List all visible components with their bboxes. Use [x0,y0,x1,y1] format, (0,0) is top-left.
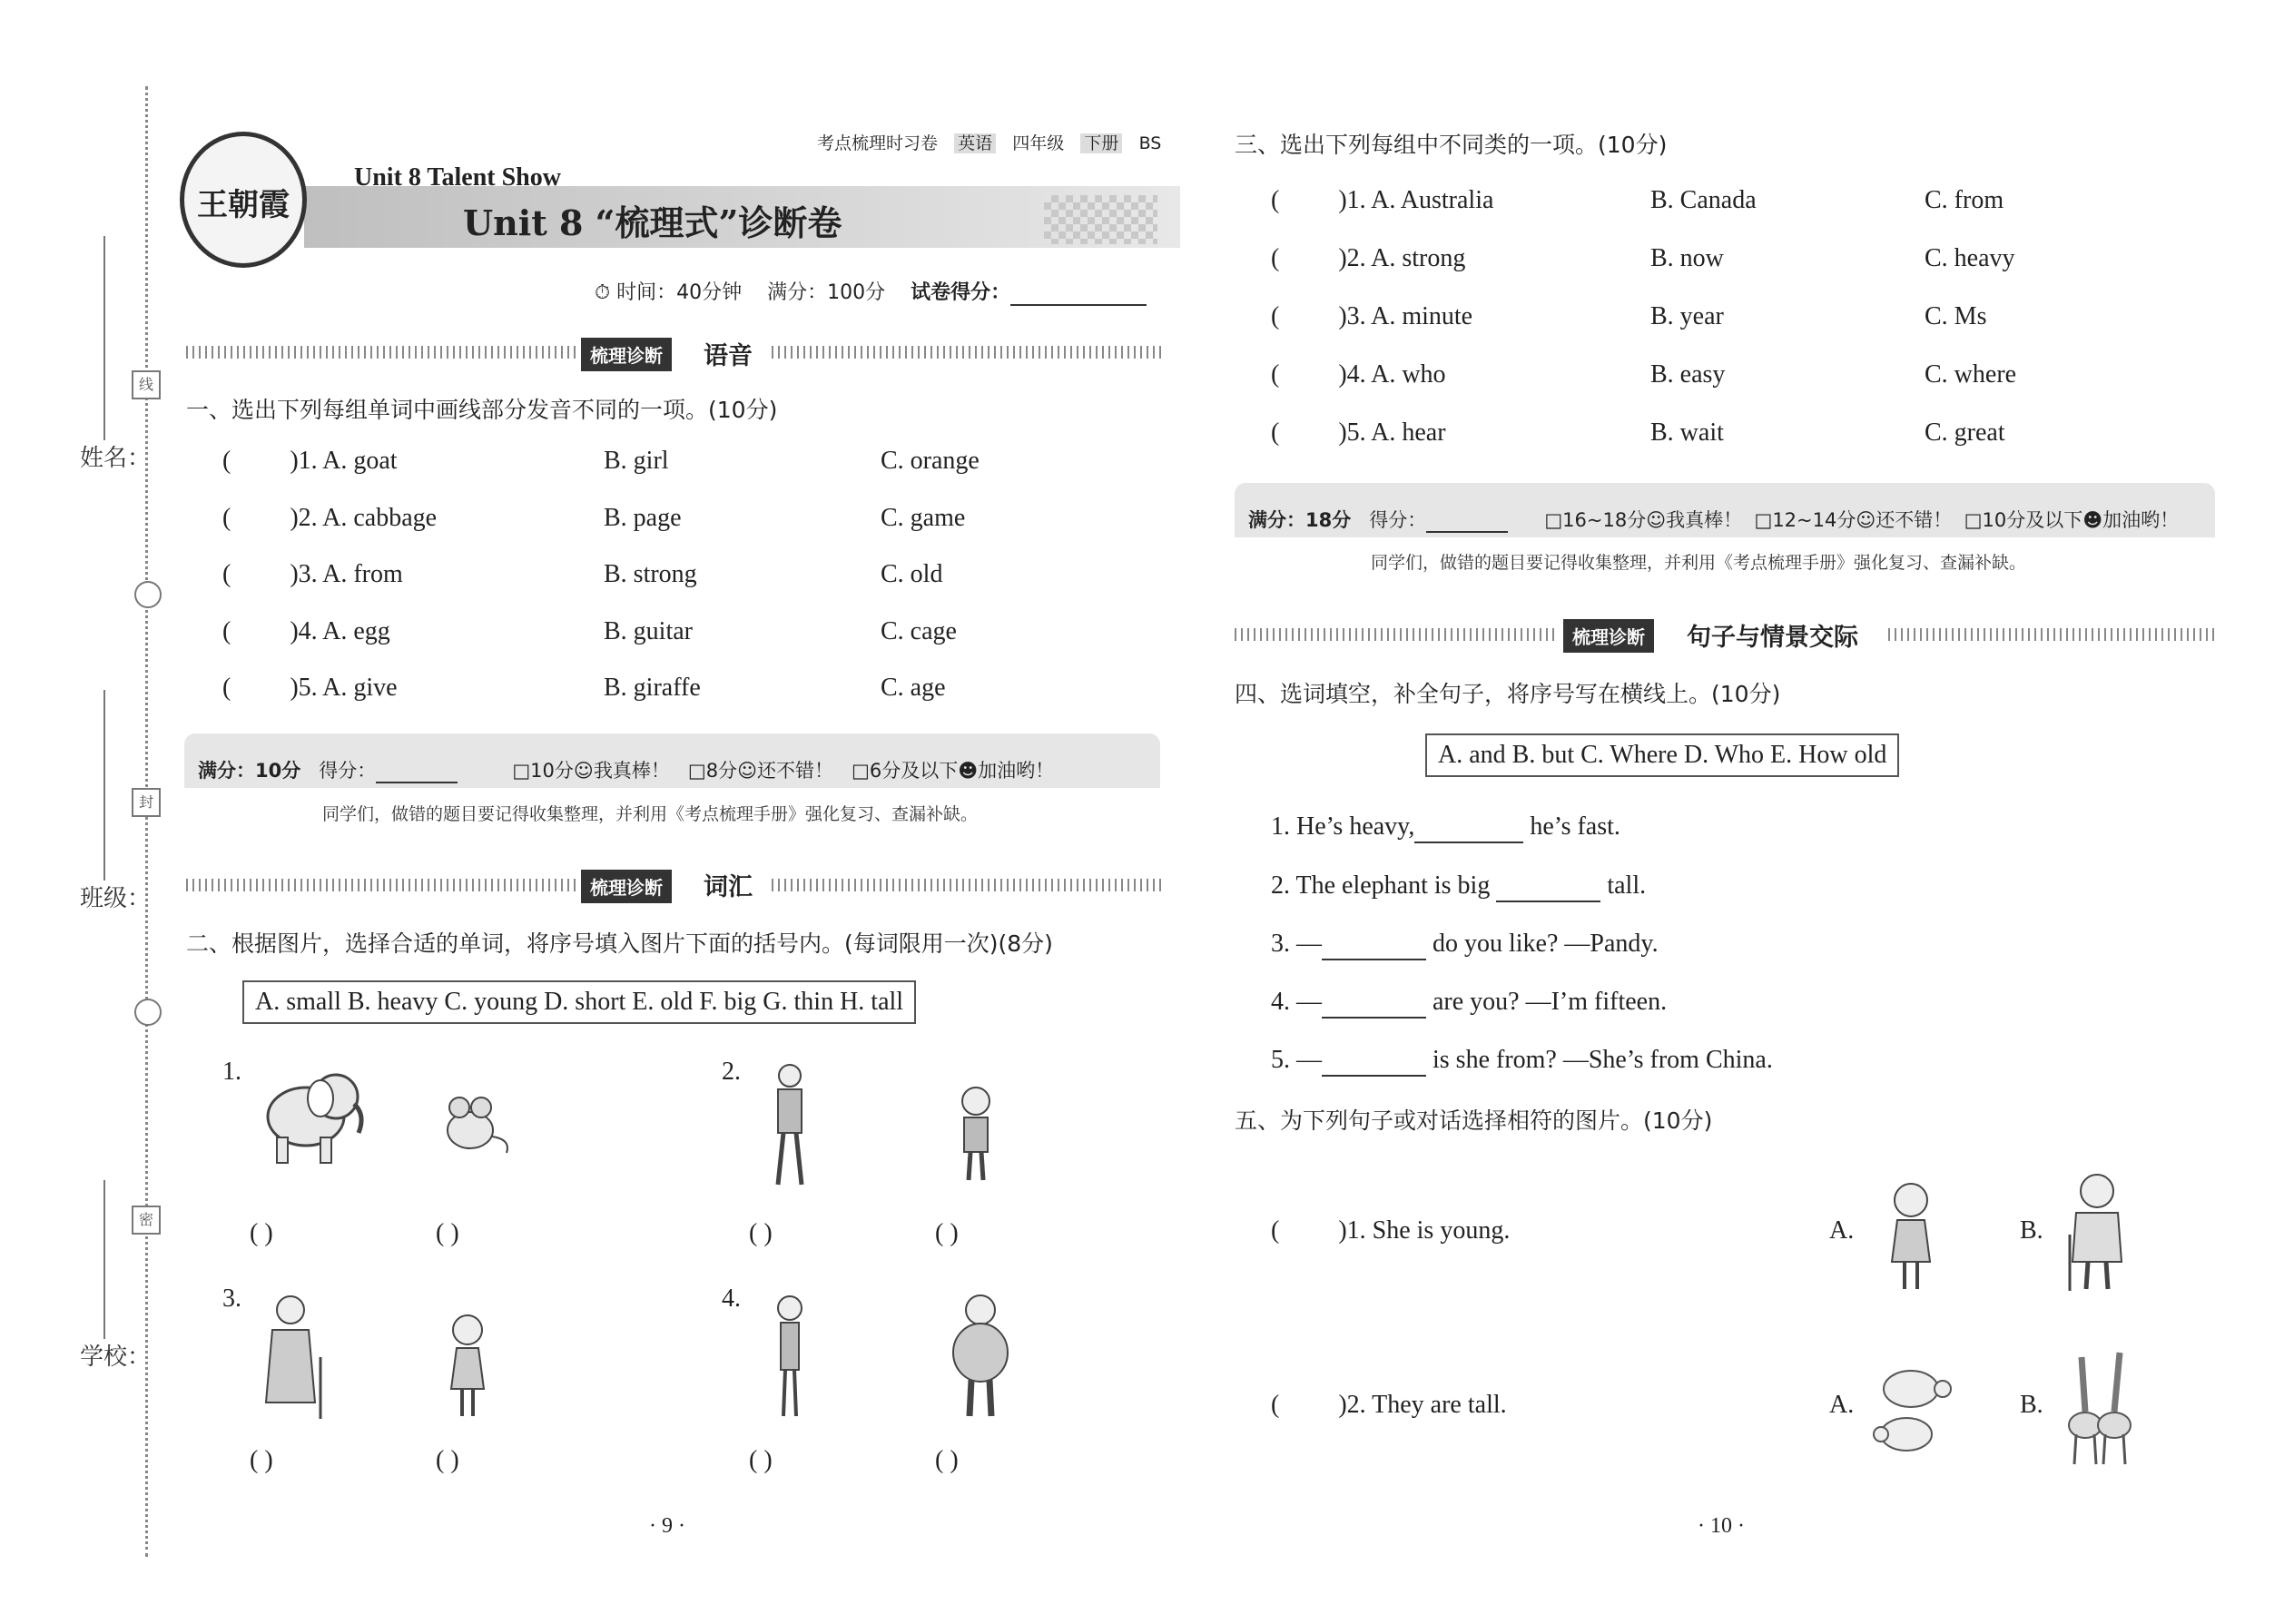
q2-answer-3a[interactable]: ( ) [250,1446,273,1474]
q5-option-a-label: A. [1829,1391,1855,1419]
q4-blank-5[interactable] [1322,1046,1426,1077]
q1-item-5: ( )5. A. give [222,674,398,702]
q2-answer-4a[interactable]: ( ) [749,1446,773,1474]
smile-icon: ☺ [1646,509,1667,531]
q4-blank-3[interactable] [1322,930,1426,960]
section-badge: 梳理诊断 [1563,619,1654,653]
q3-heading: 三、选出下列每组中不同类的一项。(10分) [1235,132,1668,158]
smile-icon: ☺ [1856,509,1876,531]
q1-option-b: B. strong [604,560,697,588]
q5-item-2: ( )2. They are tall. [1271,1391,1507,1419]
section-badge: 梳理诊断 [581,870,672,903]
binding-mark-line: 线 [132,370,161,399]
class-blank[interactable] [103,690,105,881]
page-number-left: · 9 · [649,1514,685,1538]
section-bar [1235,628,1557,641]
q1-item-3: ( )3. A. from [222,560,403,588]
q2-answer-2a[interactable]: ( ) [749,1219,773,1247]
q1-score-blank[interactable] [376,760,458,783]
mouse-picture [434,1089,516,1162]
name-blank[interactable] [103,236,105,440]
section-bar [1888,628,2215,641]
q3-score-blank[interactable] [1426,509,1508,533]
page-title: Unit 8 “梳理式”诊断卷 [463,202,842,243]
q1-option-b: B. girl [604,447,669,475]
school-label: 学校： [80,1343,152,1371]
binding-mark-seal: 封 [132,788,161,817]
q5-option-b-label: B. [2020,1391,2043,1419]
q2-num-4: 4. [722,1284,741,1313]
q2-heading: 二、根据图片，选择合适的单词，将序号填入图片下面的括号内。(每词限用一次)(8分) [186,930,1053,957]
q2-num-2: 2. [722,1058,741,1086]
q2-answer-4b[interactable]: ( ) [935,1446,959,1474]
q3-option-c: C. where [1925,360,2017,389]
old-woman-picture [259,1294,331,1421]
binding-mark-secret: 密 [132,1206,161,1235]
section-bar [772,346,1162,359]
binding-circle [134,581,162,608]
q2-num-1: 1. [222,1058,241,1086]
young-girl-option-picture[interactable] [1879,1180,1943,1294]
q2-word-bank: A. small B. heavy C. young D. short E. old F. big G. thin H. tall [242,980,916,1024]
q4-sentence-2: 2. The elephant is big tall. [1271,871,1646,902]
q4-sentence-3: 3. — do you like? —Pandy. [1271,930,1659,960]
q4-sentence-5: 5. — is she from? —She’s from China. [1271,1046,1773,1077]
young-girl-picture [440,1312,495,1421]
q1-note: 同学们，做错的题目要记得收集整理，并利用《考点梳理手册》强化复习、查漏补缺。 [322,804,979,824]
q3-option-b: B. Canada [1650,186,1757,214]
q1-heading: 一、选出下列每组单词中画线部分发音不同的一项。(10分) [186,397,778,423]
q3-option-c: C. great [1925,418,2005,447]
tall-boy-picture [758,1062,822,1194]
q1-option-b: B. page [604,504,682,532]
section-title-sentences: 句子与情景交际 [1687,624,1858,652]
q4-blank-1[interactable] [1414,812,1523,843]
section-bar [186,346,576,359]
q4-heading: 四、选词填空，补全句子，将序号写在横线上。(10分) [1235,681,1781,707]
section-bar [186,879,576,891]
q1-option-c: C. age [881,674,946,702]
publisher-logo: 王朝霞 [180,132,307,268]
binding-circle [134,999,162,1026]
q1-item-4: ( )4. A. egg [222,617,390,645]
q1-item-1: ( )1. A. goat [222,447,398,475]
q3-option-b: B. now [1650,244,1724,272]
q2-answer-2b[interactable]: ( ) [935,1219,959,1247]
section-title-vocab: 词汇 [704,873,753,901]
q2-answer-1b[interactable]: ( ) [436,1219,459,1247]
q3-item-1: ( )1. A. Australia [1271,186,1494,214]
turtles-option-picture[interactable] [1870,1362,1956,1462]
q3-item-5: ( )5. A. hear [1271,418,1446,447]
q5-option-b-label: B. [2020,1216,2043,1245]
q1-item-2: ( )2. A. cabbage [222,504,438,532]
q1-option-c: C. cage [881,617,957,645]
q1-score-bar: 满分：10分 得分： □10分☺我真棒！ □8分☺还不错！ □6分及以下☻加油哟！ [184,733,1160,788]
exam-meta: ⏱ 时间：40分钟 满分：100分 试卷得分： [595,277,1147,306]
q1-option-c: C. orange [881,447,980,475]
q5-item-1: ( )1. She is young. [1271,1216,1511,1245]
q1-option-b: B. giraffe [604,674,701,702]
section-bar [772,879,1162,891]
q3-item-3: ( )3. A. minute [1271,302,1473,330]
class-label: 班级： [80,885,152,912]
binding-dotted-line [145,86,148,1557]
cheer-icon: ☻ [2082,509,2103,531]
section-badge: 梳理诊断 [581,338,672,371]
q2-answer-3b[interactable]: ( ) [436,1446,459,1474]
q4-sentence-1: 1. He’s heavy, he’s fast. [1271,812,1620,843]
name-label: 姓名： [80,445,152,472]
checker-decoration [1044,195,1157,244]
q3-item-4: ( )4. A. who [1271,360,1446,389]
q1-option-c: C. old [881,560,943,588]
q4-word-bank: A. and B. but C. Where D. Who E. How old [1425,733,1899,777]
q3-score-bar: 满分：18分 得分： □16~18分☺我真棒！ □12~14分☺还不错！ □10分及以下☻加油哟！ [1235,483,2215,537]
q3-note: 同学们，做错的题目要记得收集整理，并利用《考点梳理手册》强化复习、查漏补缺。 [1371,553,2027,573]
section-title-phonics: 语音 [704,342,753,370]
q4-blank-2[interactable] [1496,871,1600,902]
q4-blank-4[interactable] [1322,988,1426,1019]
school-blank[interactable] [103,1180,105,1339]
unit-english-title: Unit 8 Talent Show [354,163,561,192]
giraffes-option-picture[interactable] [2056,1348,2142,1466]
cheer-icon: ☻ [958,760,979,782]
q1-option-b: B. guitar [604,617,693,645]
q2-num-3: 3. [222,1284,241,1313]
short-boy-picture [949,1085,1003,1185]
series-line: 考点梳理时习卷 英语 四年级 下册 BS [817,133,1162,153]
q5-heading: 五、为下列句子或对话选择相符的图片。(10分) [1235,1107,1713,1134]
q5-option-a-label: A. [1829,1216,1855,1245]
heavy-boy-picture [944,1294,1017,1421]
q3-option-b: B. year [1650,302,1724,330]
q3-option-b: B. easy [1650,360,1726,389]
q3-option-b: B. wait [1650,418,1724,447]
q3-option-c: C. heavy [1925,244,2015,272]
page-number-right: · 10 · [1698,1514,1745,1538]
q3-item-2: ( )2. A. strong [1271,244,1466,272]
q3-option-c: C. from [1925,186,2004,214]
old-man-option-picture[interactable] [2056,1171,2138,1294]
smile-icon: ☺ [573,760,594,782]
q4-sentence-4: 4. — are you? —I’m fifteen. [1271,988,1667,1019]
q1-option-c: C. game [881,504,966,532]
q3-option-c: C. Ms [1925,302,1987,330]
thin-boy-picture [763,1294,817,1421]
q2-answer-1a[interactable]: ( ) [250,1219,273,1247]
elephant-picture [250,1060,368,1169]
smile-icon: ☺ [737,760,757,782]
total-score-blank[interactable] [1010,281,1147,306]
clock-icon: ⏱ [595,281,611,304]
